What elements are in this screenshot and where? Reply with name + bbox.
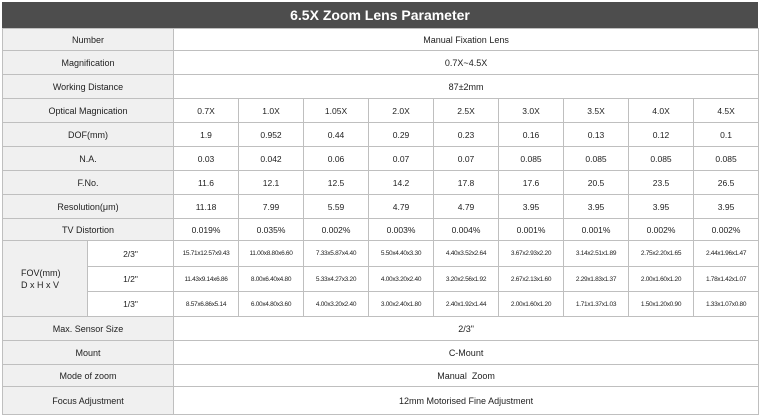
cell: 2.5X — [434, 99, 499, 123]
row-magnification — [3, 51, 759, 75]
cell: 7.33x5.87x4.40 — [304, 241, 369, 267]
cell: 0.002% — [304, 219, 369, 241]
row-mount — [3, 341, 759, 365]
cell: 1.78x1.42x1.07 — [694, 267, 759, 292]
row-label: Resolution(μm) — [3, 195, 174, 219]
cell: 2.29x1.83x1.37 — [564, 267, 629, 292]
cell: 0.042 — [239, 147, 304, 171]
cell: 2.0X — [369, 99, 434, 123]
cell: 0.003% — [369, 219, 434, 241]
row-fno — [3, 171, 759, 195]
cell: 3.95 — [629, 195, 694, 219]
cell: 0.085 — [629, 147, 694, 171]
row-number — [3, 29, 759, 51]
row-value: Manual Zoom — [174, 365, 759, 387]
cell: 20.5 — [564, 171, 629, 195]
cell: 0.06 — [304, 147, 369, 171]
cell: 26.5 — [694, 171, 759, 195]
cell: 0.29 — [369, 123, 434, 147]
row-value: 87±2mm — [174, 75, 759, 99]
cell: 2.44x1.96x1.47 — [694, 241, 759, 267]
cell: 1.9 — [174, 123, 239, 147]
cell: 17.8 — [434, 171, 499, 195]
cell: 0.7X — [174, 99, 239, 123]
cell: 1.05X — [304, 99, 369, 123]
cell: 2.67x2.13x1.60 — [499, 267, 564, 292]
row-label: N.A. — [3, 147, 174, 171]
cell: 0.952 — [239, 123, 304, 147]
fov-label — [3, 241, 88, 317]
row-mode-of-zoom — [3, 365, 759, 387]
cell: 8.57x6.86x5.14 — [174, 292, 239, 317]
cell: 2.40x1.92x1.44 — [434, 292, 499, 317]
cell: 3.00x2.40x1.80 — [369, 292, 434, 317]
cell: 4.5X — [694, 99, 759, 123]
cell: 0.085 — [694, 147, 759, 171]
cell: 0.13 — [564, 123, 629, 147]
cell: 8.00x6.40x4.80 — [239, 267, 304, 292]
cell: 2.75x2.20x1.65 — [629, 241, 694, 267]
row-value: 12mm Motorised Fine Adjustment — [174, 387, 759, 415]
cell: 3.95 — [499, 195, 564, 219]
row-working-distance — [3, 75, 759, 99]
row-value: 0.7X~4.5X — [174, 51, 759, 75]
parameter-table — [2, 28, 759, 415]
cell: 3.95 — [564, 195, 629, 219]
sensor-size-label: 2/3" — [88, 241, 174, 267]
row-na — [3, 147, 759, 171]
row-focus-adjustment — [3, 387, 759, 415]
cell: 0.085 — [564, 147, 629, 171]
cell: 4.79 — [369, 195, 434, 219]
row-label: Magnification — [3, 51, 174, 75]
cell: 0.019% — [174, 219, 239, 241]
cell: 3.14x2.51x1.89 — [564, 241, 629, 267]
fov-label-line1: FOV(mm) — [21, 267, 61, 278]
row-max-sensor-size — [3, 317, 759, 341]
cell: 0.085 — [499, 147, 564, 171]
cell: 15.71x12.57x9.43 — [174, 241, 239, 267]
cell: 5.33x4.27x3.20 — [304, 267, 369, 292]
cell: 0.07 — [434, 147, 499, 171]
cell: 0.1 — [694, 123, 759, 147]
cell: 4.00x3.20x2.40 — [304, 292, 369, 317]
cell: 17.6 — [499, 171, 564, 195]
row-fov-1-3 — [3, 292, 759, 317]
row-label: Focus Adjustment — [3, 387, 174, 415]
cell: 0.44 — [304, 123, 369, 147]
row-label: Number — [3, 29, 174, 51]
row-label: F.No. — [3, 171, 174, 195]
row-label: Mount — [3, 341, 174, 365]
row-value: Manual Fixation Lens — [174, 29, 759, 51]
cell: 4.79 — [434, 195, 499, 219]
cell: 5.50x4.40x3.30 — [369, 241, 434, 267]
cell: 12.5 — [304, 171, 369, 195]
cell: 3.95 — [694, 195, 759, 219]
cell: 0.23 — [434, 123, 499, 147]
row-label: Max. Sensor Size — [3, 317, 174, 341]
cell: 3.20x2.56x1.92 — [434, 267, 499, 292]
cell: 1.0X — [239, 99, 304, 123]
cell: 11.43x9.14x6.86 — [174, 267, 239, 292]
cell: 1.71x1.37x1.03 — [564, 292, 629, 317]
cell: 2.00x1.60x1.20 — [629, 267, 694, 292]
cell: 4.0X — [629, 99, 694, 123]
cell: 12.1 — [239, 171, 304, 195]
cell: 3.5X — [564, 99, 629, 123]
cell: 0.002% — [629, 219, 694, 241]
row-label: TV Distortion — [3, 219, 174, 241]
cell: 0.03 — [174, 147, 239, 171]
row-optical-magnification — [3, 99, 759, 123]
cell: 0.16 — [499, 123, 564, 147]
row-label: DOF(mm) — [3, 123, 174, 147]
cell: 14.2 — [369, 171, 434, 195]
row-dof — [3, 123, 759, 147]
row-fov-2-3 — [3, 241, 759, 267]
row-value: 2/3" — [174, 317, 759, 341]
sensor-size-label: 1/2" — [88, 267, 174, 292]
row-value: C-Mount — [174, 341, 759, 365]
cell: 3.0X — [499, 99, 564, 123]
cell: 4.40x3.52x2.64 — [434, 241, 499, 267]
row-label: Mode of zoom — [3, 365, 174, 387]
row-resolution — [3, 195, 759, 219]
cell: 23.5 — [629, 171, 694, 195]
sensor-size-label: 1/3" — [88, 292, 174, 317]
row-fov-1-2 — [3, 267, 759, 292]
cell: 0.002% — [694, 219, 759, 241]
cell: 2.00x1.60x1.20 — [499, 292, 564, 317]
cell: 0.035% — [239, 219, 304, 241]
cell: 3.67x2.93x2.20 — [499, 241, 564, 267]
row-tv-distortion — [3, 219, 759, 241]
cell: 4.00x3.20x2.40 — [369, 267, 434, 292]
row-label: Optical Magnication — [3, 99, 174, 123]
cell: 11.18 — [174, 195, 239, 219]
cell: 0.001% — [564, 219, 629, 241]
cell: 0.07 — [369, 147, 434, 171]
cell: 0.004% — [434, 219, 499, 241]
cell: 1.50x1.20x0.90 — [629, 292, 694, 317]
cell: 6.00x4.80x3.60 — [239, 292, 304, 317]
table-title: 6.5X Zoom Lens Parameter — [2, 2, 758, 28]
row-label: Working Distance — [3, 75, 174, 99]
cell: 7.99 — [239, 195, 304, 219]
fov-label-line2: D x H x V — [21, 279, 60, 290]
cell: 1.33x1.07x0.80 — [694, 292, 759, 317]
cell: 11.00x8.80x6.60 — [239, 241, 304, 267]
cell: 0.12 — [629, 123, 694, 147]
cell: 0.001% — [499, 219, 564, 241]
cell: 5.59 — [304, 195, 369, 219]
cell: 11.6 — [174, 171, 239, 195]
